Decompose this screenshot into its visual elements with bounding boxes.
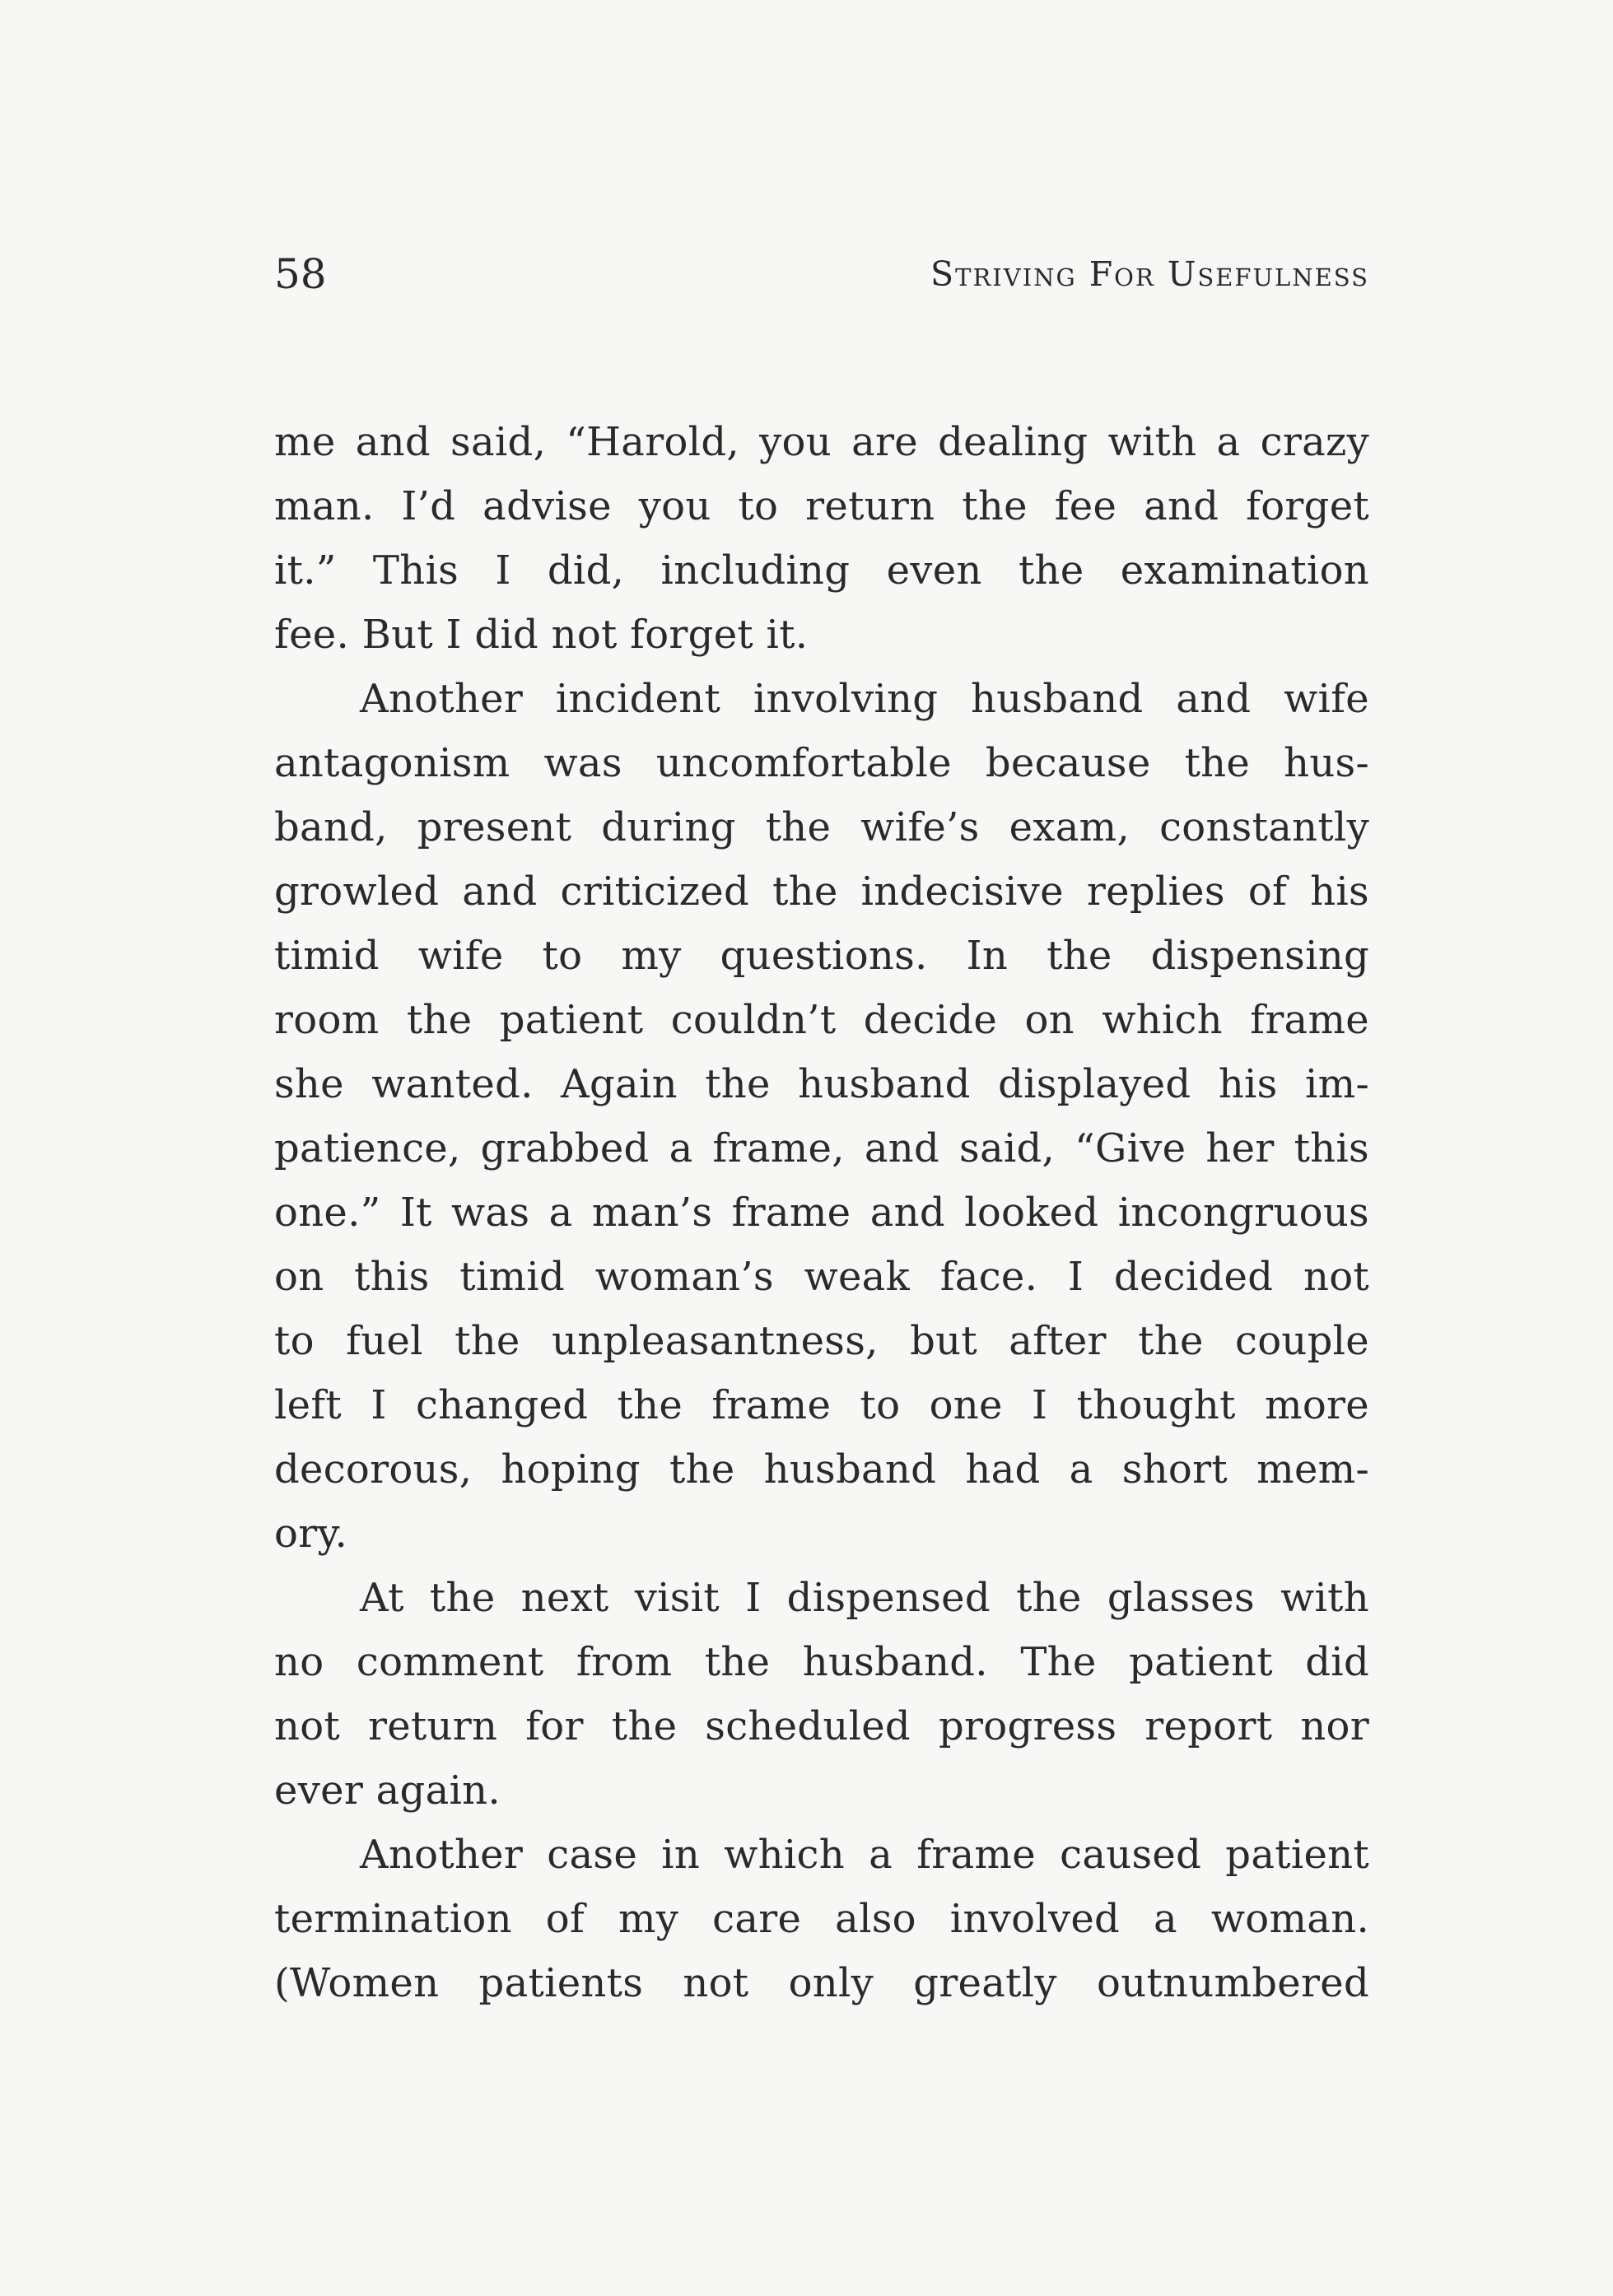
text-line: band, present during the wife’s exam, constantly [274,804,1369,850]
text-line: Another incident involving husband and wife [360,676,1369,722]
text-line: At the next visit I dispensed the glasses with [360,1575,1369,1621]
paragraph [274,410,1369,667]
text-line: it.” This I did, including even the examination [274,547,1369,594]
text-line: to fuel the unpleasantness, but after the couple [274,1318,1369,1364]
running-header [274,245,1369,303]
text-line: (Women patients not only greatly outnumbered [274,1960,1369,2006]
text-line: Another case in which a frame caused patient [360,1832,1369,1878]
text-line: one.” It was a man’s frame and looked incongruous [274,1190,1369,1236]
text-line: me and said, “Harold, you are dealing with a crazy [274,419,1369,465]
text-line: antagonism was uncomfortable because the hus- [274,740,1369,786]
text-line: no comment from the husband. The patient did [274,1639,1369,1685]
paragraph [274,1823,1369,2015]
body-text [274,410,1369,2015]
text-line: fee. But I did not forget it. [274,612,809,658]
text-line: growled and criticized the indecisive replies of his [274,869,1369,915]
text-line: left I changed the frame to one I thought more [274,1382,1369,1428]
text-line: decorous, hoping the husband had a short mem- [274,1446,1369,1493]
paragraph [274,1566,1369,1823]
text-line: she wanted. Again the husband displayed his im- [274,1061,1369,1107]
text-line: room the patient couldn’t decide on which frame [274,997,1369,1043]
page-number: 58 [274,250,327,298]
text-line: ever again. [274,1767,501,1814]
text-line: ory. [274,1511,348,1557]
text-line: man. I’d advise you to return the fee and forget [274,483,1369,529]
text-line: not return for the scheduled progress report nor [274,1703,1369,1749]
text-line: termination of my care also involved a woman. [274,1896,1369,1942]
text-line: timid wife to my questions. In the dispensing [274,933,1369,979]
text-line: on this timid woman’s weak face. I decided not [274,1254,1369,1300]
running-title: Striving For Usefulness [930,254,1369,294]
text-line: patience, grabbed a frame, and said, “Give her this [274,1125,1369,1171]
paragraph [274,667,1369,1566]
